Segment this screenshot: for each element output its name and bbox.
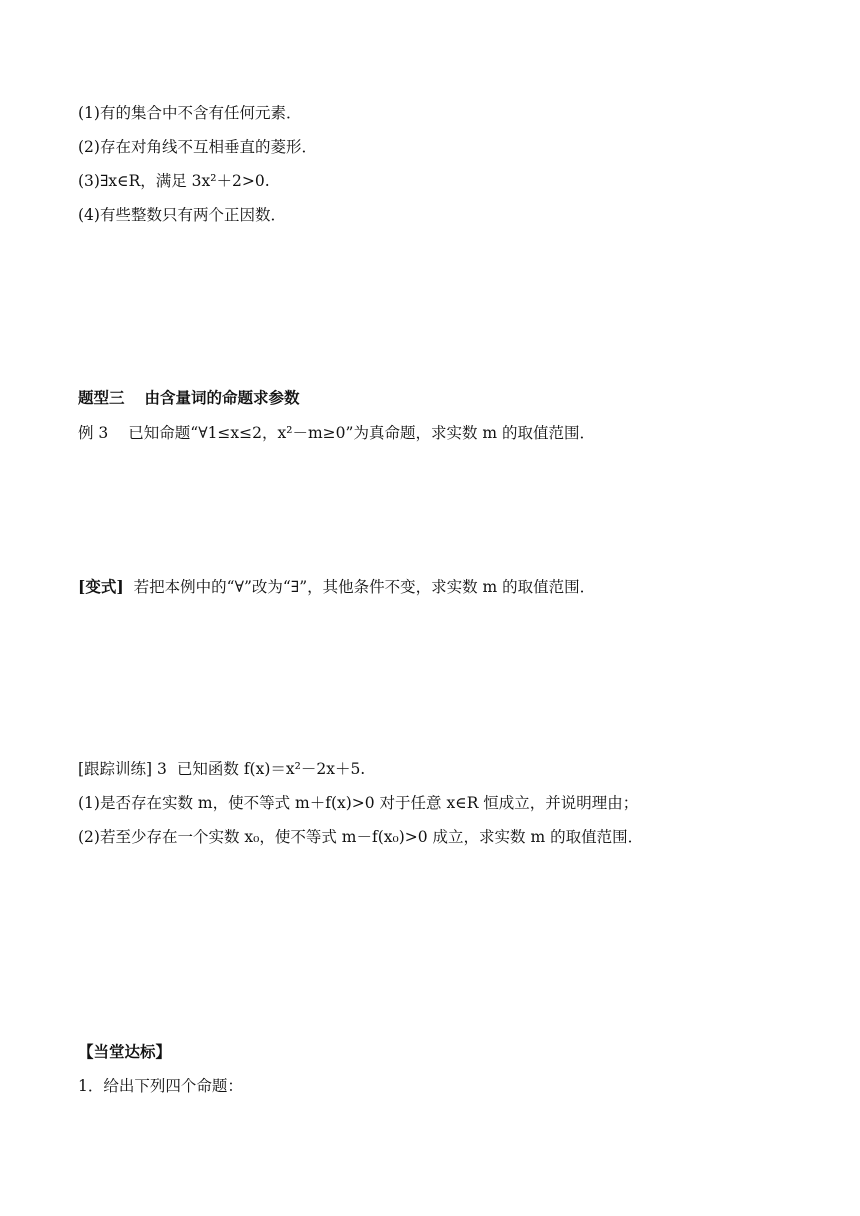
tracking-intro: 已知函数 f(x)＝x²－2x＋5. (176, 760, 366, 778)
practice-heading: 【当堂达标】 (78, 1042, 172, 1061)
exercise-item-3: (3)∃x∈R，满足 3x²＋2>0. (78, 172, 270, 190)
tracking-question-1: (1)是否存在实数 m，使不等式 m＋f(x)>0 对于任意 x∈R 恒成立，并说明理由； (78, 794, 639, 812)
tracking-label: [跟踪训练] 3 (78, 760, 167, 778)
exercise-item-4: (4)有些整数只有两个正因数． (78, 206, 286, 224)
example-text: 已知命题“∀1≤x≤2，x²－m≥0”为真命题，求实数 m 的取值范围． (128, 424, 595, 442)
section-label: 题型三 (78, 388, 125, 407)
variant-question (78, 576, 595, 598)
practice-question-1: 1．给出下列四个命题： (78, 1077, 243, 1095)
tracking-question-2: (2)若至少存在一个实数 x₀，使不等式 m－f(x₀)>0 成立，求实数 m 的取值范围． (78, 828, 644, 846)
section-heading (78, 387, 300, 409)
example-label: 例 3 (78, 424, 109, 442)
variant-text: 若把本例中的“∀”改为“∃”，其他条件不变，求实数 m 的取值范围． (133, 578, 596, 596)
exercise-item-2: (2)存在对角线不互相垂直的菱形． (78, 138, 317, 156)
variant-label: [变式] (78, 577, 124, 596)
tracking-intro-line (78, 758, 365, 780)
example-3 (78, 422, 595, 444)
section-title: 由含量词的命题求参数 (144, 388, 300, 407)
exercise-item-1: (1)有的集合中不含有任何元素． (78, 104, 302, 122)
